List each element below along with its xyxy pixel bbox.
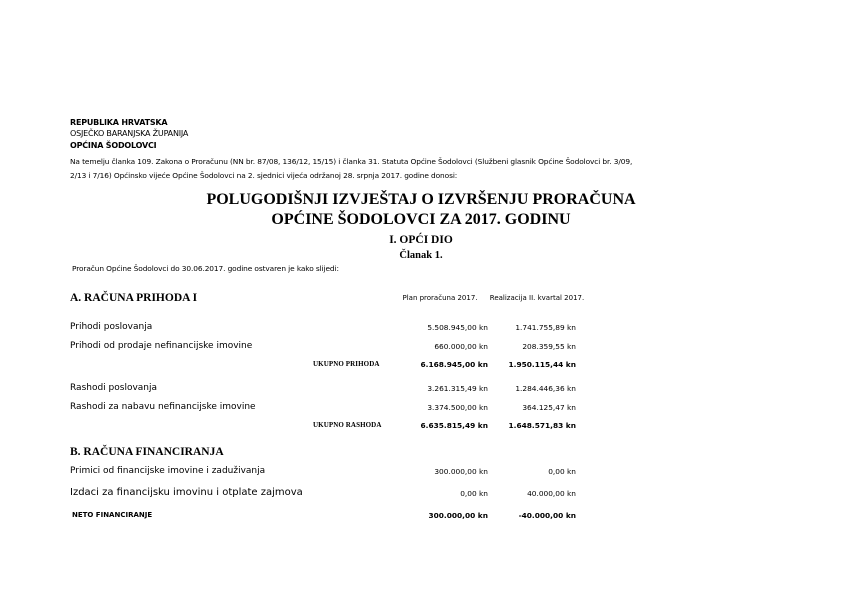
column-header-realization: Realizacija II. kvartal 2017. (489, 294, 585, 302)
net-financing-label: NETO FINANCIRANJE (72, 511, 153, 519)
total-expense-real: 1.648.571,83 kn (508, 421, 576, 430)
header-county: OSJEČKO BARANJSKA ŽUPANIJA (70, 129, 189, 138)
header-country: REPUBLIKA HRVATSKA (70, 118, 168, 127)
intro-line-1: Na temelju članka 109. Zakona o Proračunu (NN br. 87/08, 136/12, 15/15) i članka 31. Statuta Općine Šodolovci (Službeni glasnik Općine Šodolovci br. 3/09, (70, 157, 633, 166)
financing-row-plan: 300.000,00 kn (434, 467, 488, 476)
part-heading: I. OPĆI DIO (389, 234, 453, 246)
expense-row-label: Rashodi poslovanja (70, 383, 158, 393)
section-a-heading: A. RAČUNA PRIHODA I (70, 292, 198, 304)
financing-row-real: 40.000,00 kn (527, 489, 576, 498)
revenue-row-real: 1.741.755,89 kn (515, 323, 576, 332)
document-title-line-1: POLUGODIŠNJI IZVJEŠTAJ O IZVRŠENJU PRORAČUNA (206, 191, 636, 208)
revenue-row-real: 208.359,55 kn (522, 342, 576, 351)
document-title-line-2: OPĆINE ŠODOLOVCI ZA 2017. GODINU (271, 211, 571, 228)
expense-row-plan: 3.261.315,49 kn (427, 384, 488, 393)
expense-row-real: 1.284.446,36 kn (515, 384, 576, 393)
total-expense-label: UKUPNO RASHODA (313, 421, 382, 429)
total-expense-plan: 6.635.815,49 kn (420, 421, 488, 430)
financing-row-plan: 0,00 kn (460, 489, 488, 498)
financing-row-label: Izdaci za financijsku imovinu i otplate zajmova (70, 487, 303, 498)
expense-row-label: Rashodi za nabavu nefinancijske imovine (70, 402, 256, 412)
financing-row-label: Primici od financijske imovine i zaduživanja (70, 466, 266, 476)
net-financing-plan: 300.000,00 kn (428, 511, 488, 520)
revenue-row-label: Prihodi poslovanja (70, 322, 153, 332)
statement-text: Proračun Općine Šodolovci do 30.06.2017. godine ostvaren je kako slijedi: (72, 264, 339, 273)
header-municipality: OPĆINA ŠODOLOVCI (70, 141, 157, 150)
total-revenue-plan: 6.168.945,00 kn (420, 360, 488, 369)
intro-line-2: 2/13 i 7/16) Općinsko vijeće Općine Šodolovci na 2. sjednici vijeća održanoj 28. srpnja 2017. godine donosi: (70, 171, 458, 180)
section-b-heading: B. RAČUNA FINANCIRANJA (70, 446, 224, 458)
total-revenue-real: 1.950.115,44 kn (508, 360, 576, 369)
revenue-row-plan: 5.508.945,00 kn (427, 323, 488, 332)
expense-row-plan: 3.374.500,00 kn (427, 403, 488, 412)
revenue-row-plan: 660.000,00 kn (434, 342, 488, 351)
net-financing-real: -40.000,00 kn (518, 511, 576, 520)
expense-row-real: 364.125,47 kn (522, 403, 576, 412)
column-header-plan: Plan proračuna 2017. (402, 294, 478, 302)
financing-row-real: 0,00 kn (548, 467, 576, 476)
revenue-row-label: Prihodi od prodaje nefinancijske imovine (70, 341, 253, 351)
total-revenue-label: UKUPNO PRIHODA (313, 360, 380, 368)
article-heading: Članak 1. (399, 250, 443, 261)
